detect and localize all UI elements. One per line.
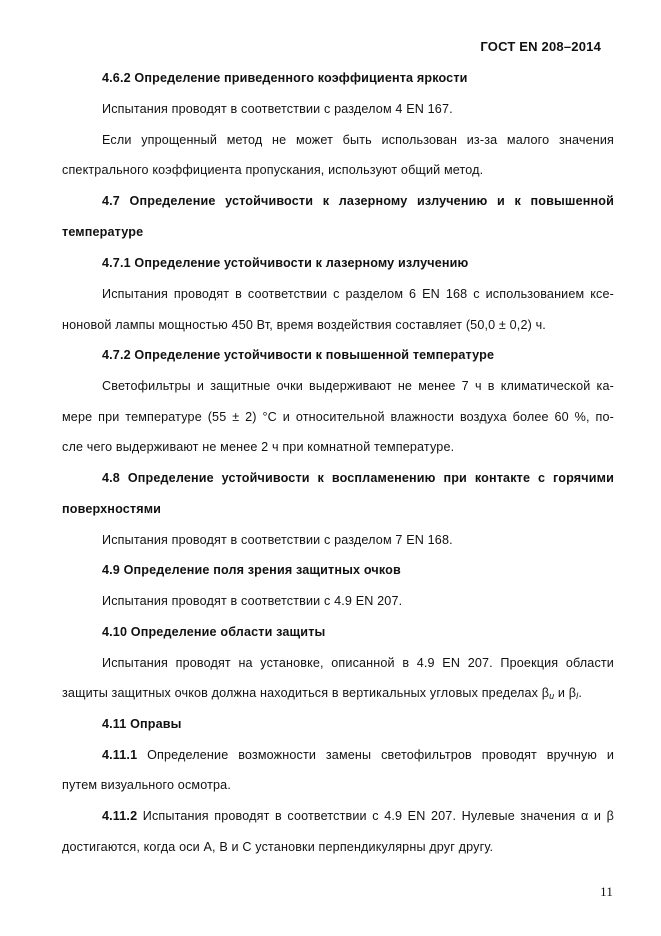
paragraph-4-11-1-line2: путем визуального осмотра. <box>62 778 231 792</box>
heading-4-10: 4.10 Определение области защиты <box>102 625 326 639</box>
paragraph-4-11-2-line1 <box>62 807 614 825</box>
paragraph-4-11-2-line2: достигаются, когда оси А, В и С установки перпендикулярны друг другу. <box>62 840 494 854</box>
beta-symbol-lower: β <box>568 686 577 700</box>
heading-4-9: 4.9 Определение поля зрения защитных очков <box>102 563 401 577</box>
clause-number-4-11-1: 4.11.1 <box>102 748 138 762</box>
clause-4-11-2-text: Испытания проводят в соответствии с 4.9 EN 207. Нулевые значения α и β <box>137 809 614 823</box>
sentence-end: . <box>578 686 582 700</box>
paragraph-4-6-2-b-line1: Если упрощенный метод не может быть использован из-за малого значения <box>102 133 614 147</box>
paragraph-4-7-1-line2: ноновой лампы мощностью 450 Вт, время воздействия составляет (50,0 ± 0,2) ч. <box>62 318 546 332</box>
paragraph-4-10-line1: Испытания проводят на установке, описанной в 4.9 EN 207. Проекция области <box>102 656 614 670</box>
beta-subscript-l: l <box>576 691 579 701</box>
clause-number-4-11-2: 4.11.2 <box>102 809 138 823</box>
paragraph-4-7-2-line1: Светофильтры и защитные очки выдерживают не менее 7 ч в климатической ка- <box>102 379 614 393</box>
paragraph-4-10-line2-text: защиты защитных очков должна находиться в вертикальных угловых пределах <box>62 686 542 700</box>
paragraph-4-8: Испытания проводят в соответствии с разделом 7 EN 168. <box>102 533 453 547</box>
paragraph-4-7-2-line3: сле чего выдерживают не менее 2 ч при комнатной температуре. <box>62 440 455 454</box>
paragraph-4-6-2-a: Испытания проводят в соответствии с разделом 4 EN 167. <box>102 102 453 116</box>
heading-4-8-line2: поверхностями <box>62 502 162 516</box>
heading-4-7-line2: температуре <box>62 225 144 239</box>
heading-4-7-2: 4.7.2 Определение устойчивости к повышенной температуре <box>102 348 495 362</box>
clause-4-11-1-text: Определение возможности замены светофильтров проводят вручную и <box>137 748 614 762</box>
page-number: 11 <box>600 884 613 899</box>
paragraph-4-10-line2 <box>62 684 614 702</box>
beta-subscript-u: u <box>549 691 555 701</box>
paragraph-4-7-1-line1: Испытания проводят в соответствии с разделом 6 EN 168 с использованием ксе- <box>102 287 614 301</box>
standard-code-header: ГОСТ EN 208–2014 <box>480 39 601 54</box>
conjunction-and: и <box>554 686 569 700</box>
heading-4-11: 4.11 Оправы <box>102 717 182 731</box>
beta-symbol-upper: β <box>541 686 550 700</box>
heading-4-6-2: 4.6.2 Определение приведенного коэффициента яркости <box>102 71 468 85</box>
paragraph-4-6-2-b-line2: спектрального коэффициента пропускания, используют общий метод. <box>62 163 484 177</box>
paragraph-4-11-1-line1 <box>62 746 614 764</box>
paragraph-4-9: Испытания проводят в соответствии с 4.9 EN 207. <box>102 594 403 608</box>
heading-4-8-line1: 4.8 Определение устойчивости к воспламенению при контакте с горячими <box>102 471 614 485</box>
paragraph-4-7-2-line2: мере при температуре (55 ± 2) °С и относительной влажности воздуха более 60 %, по- <box>62 410 614 424</box>
heading-4-7-line1: 4.7 Определение устойчивости к лазерному излучению и к повышенной <box>102 194 614 208</box>
heading-4-7-1: 4.7.1 Определение устойчивости к лазерному излучению <box>102 256 469 270</box>
